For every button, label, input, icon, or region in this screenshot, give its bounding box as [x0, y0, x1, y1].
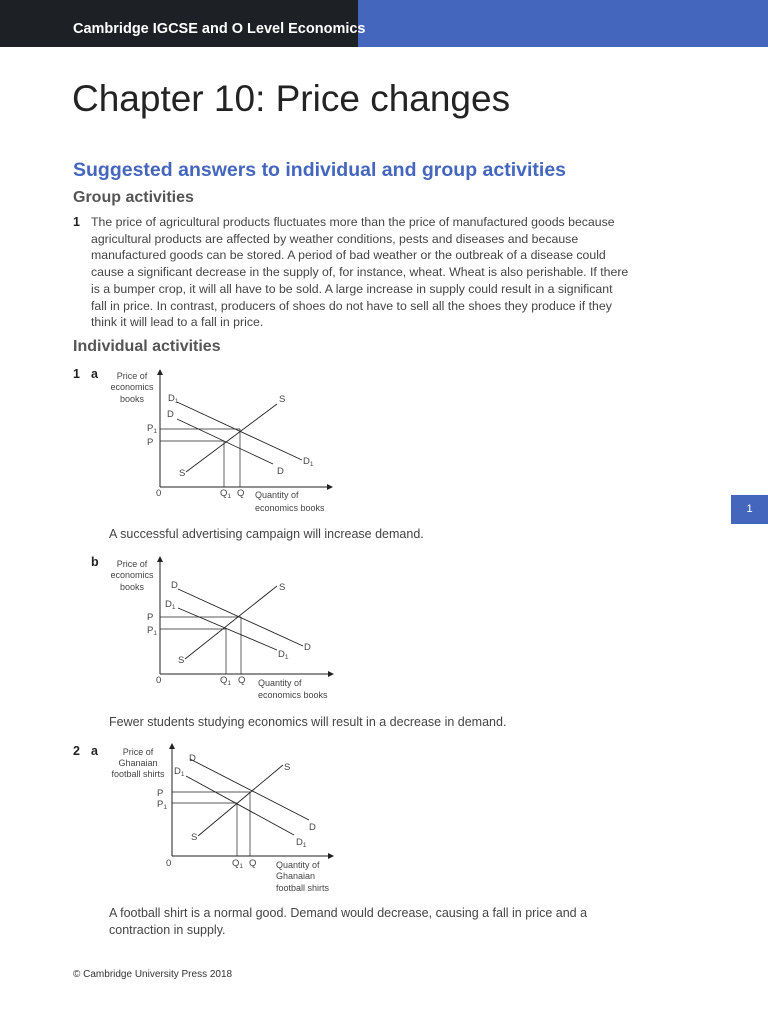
supply-label-bottom: S: [179, 468, 186, 479]
section-title: Suggested answers to individual and group activities: [73, 159, 567, 181]
supply-label-top: S: [279, 394, 286, 405]
p1-label: $P_1$: [147, 423, 157, 435]
demand-curve-d1: [177, 402, 302, 460]
q-label: Q: [237, 488, 245, 499]
y-axis-label-line3: books: [119, 582, 145, 592]
q1a-caption: A successful advertising campaign will increase demand.: [109, 527, 424, 541]
x-axis-label-line1: Quantity of: [258, 678, 302, 688]
group-answer-text: The price of agricultural products fluctuates more than the price of manufactured goods because agricultural products are affected by weather conditions, pests and diseases and because manufactured goods can be stored. A period of bad weather or the outbreak of a disease could cause a significant decrease in the supply of, for instance, wheat. Wheat is also perishable. If there is a bumper crop, it will all have to be sold. A large increase in supply could result in a significant fall in price. In contrast, producers of shoes do not have to sell all the shoes they produce if they think it will lead to a fall in price.: [91, 215, 629, 330]
d1-label-top: $D_1$: [165, 599, 176, 611]
q1-label: $Q_1$: [220, 675, 232, 687]
y-axis-label-line1: Price of: [116, 371, 148, 381]
q1-label: $Q_1$: [220, 488, 232, 500]
q1a-letter: a: [91, 367, 98, 381]
p-label: P: [147, 437, 154, 448]
q1-label: $Q_1$: [232, 858, 244, 870]
header-blue-band: [358, 0, 768, 47]
x-axis-label-line2: Ghanaian: [276, 871, 316, 881]
d-label-top: D: [167, 409, 174, 420]
q-label: Q: [238, 675, 246, 686]
x-axis-label-line2: economics books: [258, 690, 328, 700]
supply-label-bottom: S: [178, 655, 185, 666]
group-question-number: 1: [73, 215, 80, 229]
y-axis-label-line3: football shirts: [111, 769, 165, 779]
copyright-footer: © Cambridge University Press 2018: [73, 969, 233, 980]
page-number-tab: 1: [731, 495, 768, 524]
x-axis-label-line3: football shirts: [276, 883, 330, 893]
q1b-letter: b: [91, 555, 99, 569]
d-label-bottom: D: [309, 822, 316, 833]
supply-curve: [186, 404, 277, 472]
q1b-caption: Fewer students studying economics will result in a decrease in demand.: [109, 715, 507, 729]
y-axis-label-line3: books: [119, 394, 145, 404]
x-axis-label-line1: Quantity of: [276, 860, 320, 870]
demand-curve: [177, 419, 273, 464]
origin-label: 0: [166, 858, 172, 869]
d1-label-bottom: $D_1$: [303, 456, 314, 468]
y-axis-label-line1: Price of: [122, 747, 154, 757]
d-label-bottom: D: [304, 642, 311, 653]
q1-number: 1: [73, 367, 80, 381]
chapter-title: Chapter 10: Price changes: [72, 78, 511, 119]
q-label: Q: [249, 858, 257, 869]
y-axis-label-line1: Price of: [116, 559, 148, 569]
q2a-caption: A football shirt is a normal good. Demand would decrease, causing a fall in price and a contraction in supply.: [109, 906, 588, 937]
demand-curve: [178, 589, 303, 646]
group-activities-heading: Group activities: [73, 189, 194, 206]
d1-label-bottom: $D_1$: [278, 649, 289, 661]
football-shirts-graph: [0, 742, 360, 898]
d-label-bottom: D: [277, 466, 284, 477]
supply-label-top: S: [284, 762, 291, 773]
p-label: P: [157, 788, 164, 799]
p1-label: $P_1$: [157, 799, 167, 811]
demand-decrease-graph: [0, 554, 360, 704]
y-axis-label-line2: Ghanaian: [118, 758, 158, 768]
individual-activities-heading: Individual activities: [73, 338, 221, 355]
d1-label-top: $D_1$: [174, 766, 185, 778]
d1-label-top: $D_1$: [168, 393, 179, 405]
x-axis-label-line1: Quantity of: [255, 490, 299, 500]
p1-label: $P_1$: [147, 625, 157, 637]
p-label: P: [147, 612, 154, 623]
q2a-letter: a: [91, 744, 98, 758]
supply-curve: [185, 586, 277, 659]
y-axis-label-line2: economics: [110, 570, 154, 580]
d-label-top: D: [189, 753, 196, 764]
supply-label-bottom: S: [191, 832, 198, 843]
origin-label: 0: [156, 488, 162, 499]
supply-label-top: S: [279, 582, 286, 593]
y-axis-label-line2: economics: [110, 382, 154, 392]
demand-increase-graph: [0, 366, 360, 518]
book-title: Cambridge IGCSE and O Level Economics: [73, 21, 366, 37]
origin-label: 0: [156, 675, 162, 686]
q2-number: 2: [73, 744, 80, 758]
x-axis-label-line2: economics books: [255, 503, 325, 513]
d-label-top: D: [171, 580, 178, 591]
d1-label-bottom: $D_1$: [296, 837, 307, 849]
